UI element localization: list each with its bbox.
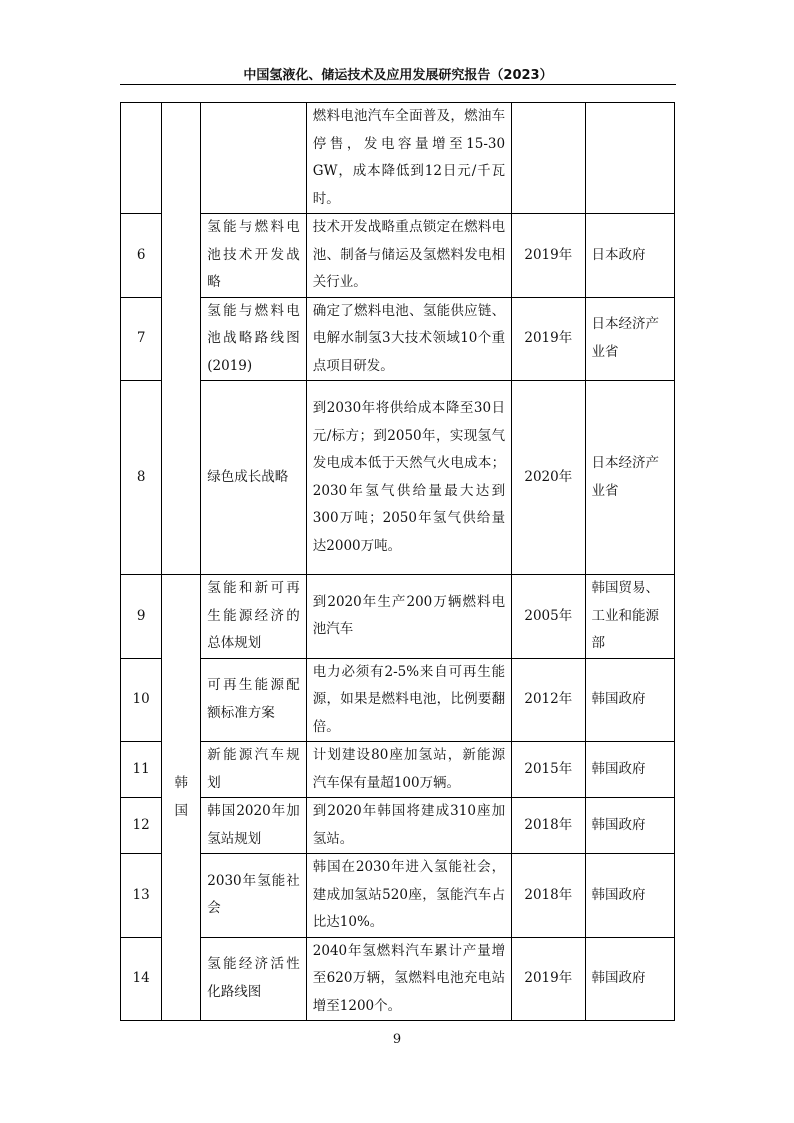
table-row xyxy=(121,103,675,214)
table-row xyxy=(121,575,675,659)
table-row xyxy=(121,854,675,938)
row-number: 7 xyxy=(121,297,162,381)
table-row xyxy=(121,937,675,1021)
policy-year: 2019年 xyxy=(512,297,585,381)
row-number: 9 xyxy=(121,575,162,659)
policy-content: 燃料电池汽车全面普及，燃油车停售，发电容量增至15-30 GW，成本降低到12日元/千瓦时。 xyxy=(306,103,511,214)
country-cell-japan-continued xyxy=(162,103,201,575)
policy-content: 韩国在2030年进入氢能社会，建成加氢站520座，氢能汽车占比达10%。 xyxy=(306,854,511,938)
policy-year: 2015年 xyxy=(512,742,585,798)
row-number: 6 xyxy=(121,214,162,298)
policy-year: 2019年 xyxy=(512,937,585,1021)
policy-year xyxy=(512,103,585,214)
policy-name xyxy=(201,103,307,214)
table-row xyxy=(121,214,675,298)
policy-content: 2040年氢燃料汽车累计产量增至620万辆，氢燃料电池充电站增至1200个。 xyxy=(306,937,511,1021)
row-number: 12 xyxy=(121,798,162,854)
policy-org: 日本政府 xyxy=(585,214,675,298)
policy-org: 韩国政府 xyxy=(585,854,675,938)
policy-org: 韩国贸易、工业和能源部 xyxy=(585,575,675,659)
policy-name: 绿色成长战略 xyxy=(201,381,307,575)
policy-year: 2018年 xyxy=(512,798,585,854)
policy-year: 2005年 xyxy=(512,575,585,659)
policy-org: 韩国政府 xyxy=(585,742,675,798)
policy-name: 韩国2020年加氢站规划 xyxy=(201,798,307,854)
policy-org: 韩国政府 xyxy=(585,658,675,742)
row-number: 10 xyxy=(121,658,162,742)
policy-content: 确定了燃料电池、氢能供应链、电解水制氢3大技术领域10个重点项目研发。 xyxy=(306,297,511,381)
policy-name: 可再生能源配额标准方案 xyxy=(201,658,307,742)
row-number: 13 xyxy=(121,854,162,938)
policy-org: 日本经济产业省 xyxy=(585,297,675,381)
table-row xyxy=(121,297,675,381)
table-row xyxy=(121,798,675,854)
policy-content: 到2020年生产200万辆燃料电池汽车 xyxy=(306,575,511,659)
policy-content: 到2020年韩国将建成310座加氢站。 xyxy=(306,798,511,854)
policy-org xyxy=(585,103,675,214)
table-row xyxy=(121,742,675,798)
policy-year: 2020年 xyxy=(512,381,585,575)
policy-content: 到2030年将供给成本降至30日元/标方；到2050年，实现氢气发电成本低于天然气火电成本；2030年氢气供给量最大达到300万吨；2050年氢气供给量达2000万吨。 xyxy=(306,381,511,575)
row-number: 11 xyxy=(121,742,162,798)
row-number xyxy=(121,103,162,214)
policy-org: 韩国政府 xyxy=(585,937,675,1021)
policy-year: 2018年 xyxy=(512,854,585,938)
table-row xyxy=(121,381,675,575)
row-number: 8 xyxy=(121,381,162,575)
policy-org: 日本经济产业省 xyxy=(585,381,675,575)
policy-name: 氢能经济活性化路线图 xyxy=(201,937,307,1021)
policy-name: 氢能与燃料电池技术开发战略 xyxy=(201,214,307,298)
header-rule xyxy=(120,84,676,85)
policy-content: 电力必须有2-5%来自可再生能源，如果是燃料电池，比例要翻倍。 xyxy=(306,658,511,742)
country-cell-korea: 韩国 xyxy=(162,575,201,1021)
policy-org: 韩国政府 xyxy=(585,798,675,854)
running-header: 中国氢液化、储运技术及应用发展研究报告（2023） xyxy=(243,68,553,83)
policy-year: 2012年 xyxy=(512,658,585,742)
policy-name: 2030年氢能社会 xyxy=(201,854,307,938)
policy-name: 新能源汽车规划 xyxy=(201,742,307,798)
policy-content: 计划建设80座加氢站，新能源汽车保有量超100万辆。 xyxy=(306,742,511,798)
policy-content: 技术开发战略重点锁定在燃料电池、制备与储运及氢燃料发电相关行业。 xyxy=(306,214,511,298)
page-number: 9 xyxy=(392,1032,402,1047)
row-number: 14 xyxy=(121,937,162,1021)
table-row xyxy=(121,658,675,742)
policy-year: 2019年 xyxy=(512,214,585,298)
policy-name: 氢能与燃料电池战略路线图(2019) xyxy=(201,297,307,381)
policy-name: 氢能和新可再生能源经济的总体规划 xyxy=(201,575,307,659)
policy-table xyxy=(120,102,675,1021)
